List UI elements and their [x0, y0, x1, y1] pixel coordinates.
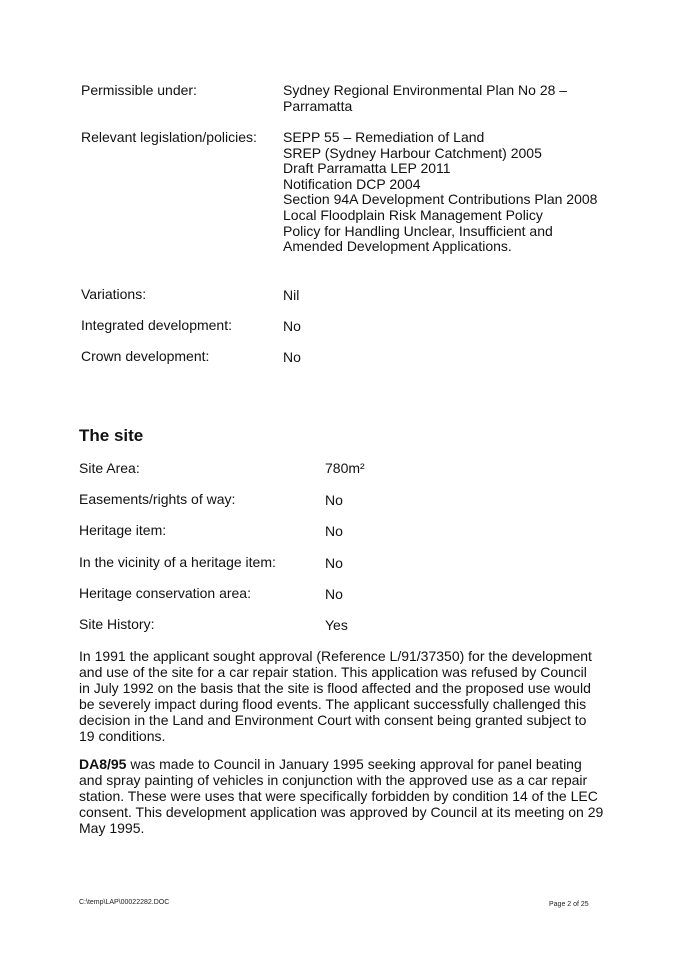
crown-development-value: No: [283, 349, 301, 365]
site-row-value: 780m²: [325, 460, 365, 476]
legislation-item: Amended Development Applications.: [283, 238, 512, 255]
legislation-item: SEPP 55 – Remediation of Land: [283, 129, 485, 145]
permissible-line: Parramatta: [283, 97, 353, 114]
paragraph-line: station. These were uses that were specifically forbidden by condition 14 of the LEC: [79, 788, 598, 804]
integrated-development-value: No: [283, 318, 301, 334]
paragraph-line: In 1991 the applicant sought approval (Reference L/91/37350) for the development: [79, 648, 592, 664]
legislation-item: Local Floodplain Risk Management Policy: [283, 206, 543, 223]
paragraph-line: and use of the site for a car repair station. This application was refused by Council: [79, 664, 587, 680]
permissible-line: Sydney Regional Environmental Plan No 28 –: [283, 82, 568, 98]
paragraph-line: and spray painting of vehicles in conjunction with the approved use as a car repair: [79, 772, 588, 788]
permissible-under-label: Permissible under:: [81, 82, 197, 98]
legislation-item: Section 94A Development Contributions Plan 2008: [283, 191, 598, 208]
paragraph-line: May 1995.: [79, 820, 145, 836]
site-row-value: Yes: [325, 617, 348, 633]
paragraph-line: 19 conditions.: [79, 728, 166, 744]
site-row-label: Heritage conservation area:: [79, 585, 251, 601]
footer-file-path: C:\temp\LAP\00022282.DOC: [79, 899, 170, 906]
site-row-label: Site History:: [79, 616, 155, 632]
legislation-item: SREP (Sydney Harbour Catchment) 2005: [283, 144, 542, 161]
legislation-label: Relevant legislation/policies:: [81, 129, 257, 145]
da-reference: DA8/95: [79, 756, 127, 772]
site-heading: The site: [79, 426, 144, 445]
site-row-value: No: [325, 523, 343, 539]
crown-development-label: Crown development:: [81, 348, 210, 364]
site-row-label: In the vicinity of a heritage item:: [79, 554, 276, 570]
variations-label: Variations:: [81, 286, 147, 302]
site-row-label: Site Area:: [79, 460, 140, 476]
paragraph-line: was made to Council in January 1995 seeking approval for panel beating: [126, 756, 582, 772]
site-row-value: No: [325, 555, 343, 571]
legislation-item: Notification DCP 2004: [283, 175, 421, 192]
site-row-label: Easements/rights of way:: [79, 491, 236, 507]
site-row-value: No: [325, 586, 343, 602]
paragraph-line: in July 1992 on the basis that the site is flood affected and the proposed use would: [79, 680, 591, 696]
site-row-label: Heritage item:: [79, 522, 167, 538]
permissible-under-value: [283, 83, 567, 114]
paragraph-line: decision in the Land and Environment Court with consent being granted subject to: [79, 712, 587, 728]
da-paragraph: [79, 756, 603, 836]
legislation-item: Policy for Handling Unclear, Insufficient and: [283, 222, 553, 239]
integrated-development-label: Integrated development:: [81, 317, 232, 333]
legislation-list: [283, 130, 597, 255]
paragraph-line: consent. This development application was approved by Council at its meeting on 29: [79, 804, 604, 820]
legislation-item: Draft Parramatta LEP 2011: [283, 160, 451, 177]
site-row-value: No: [325, 492, 343, 508]
footer-page-number: Page 2 of 25: [549, 901, 589, 908]
variations-value: Nil: [283, 287, 300, 303]
site-history-paragraph: [79, 648, 592, 744]
paragraph-line: be severely impact during flood events. The applicant successfully challenged this: [79, 696, 587, 712]
